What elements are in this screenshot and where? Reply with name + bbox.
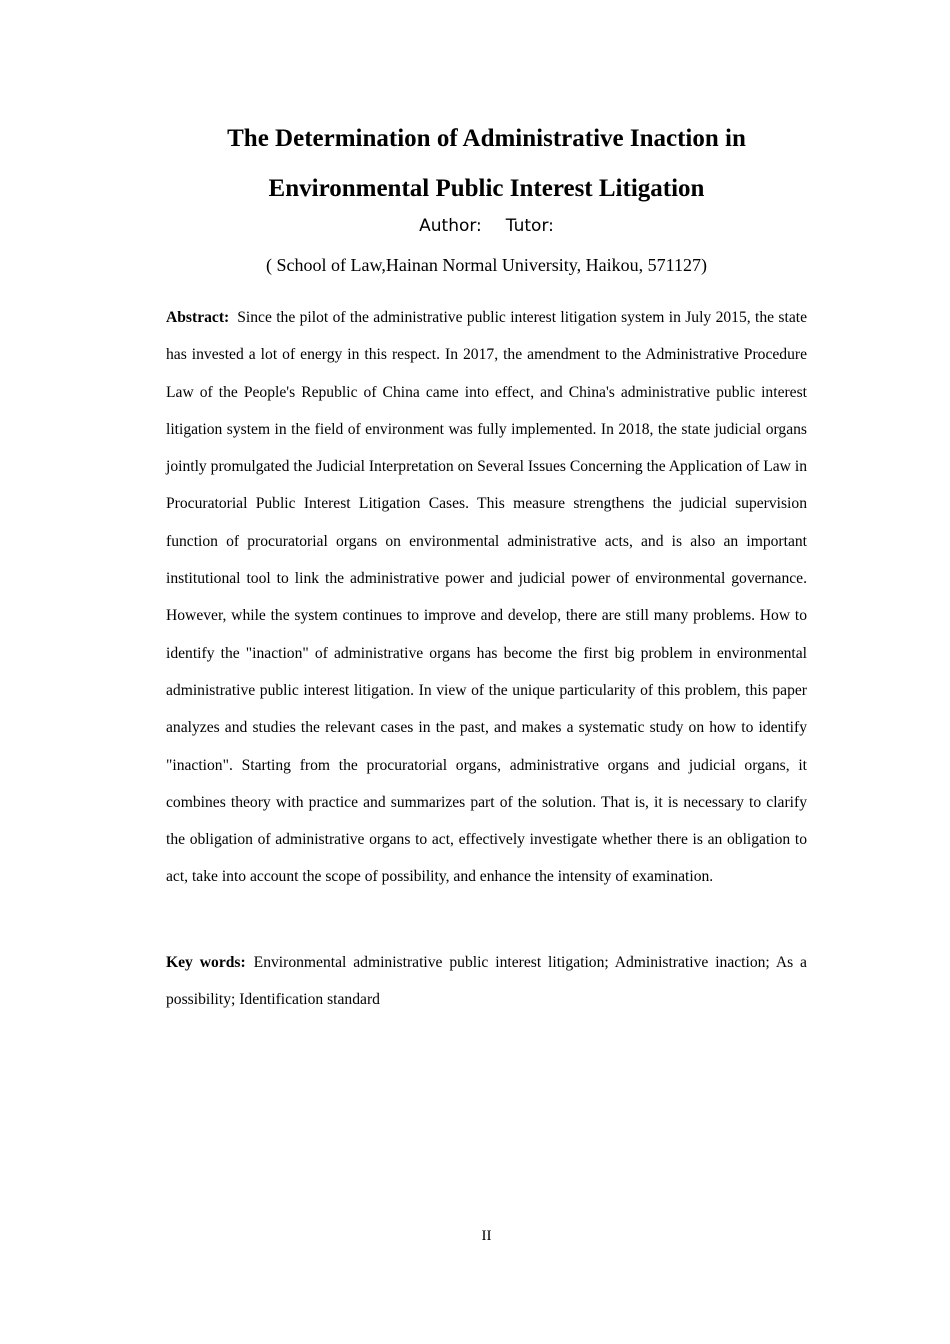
abstract-label: Abstract:: [166, 309, 230, 326]
keywords-paragraph: [166, 944, 807, 1019]
abstract-text: Since the pilot of the administrative public interest litigation system in July 2015, the state has invested a lot of energy in this respect. In 2017, the amendment to the Administrative Procedure Law of the People's Republic of China came into effect, and China's administrative public interest litigation system in the field of environment was fully implemented. In 2018, the state judicial organs jointly promulgated the Judicial Interpretation on Several Issues Concerning the Application of Law in Procuratorial Public Interest Litigation Cases. This measure strengthens the judicial supervision function of procuratorial organs on environmental administrative acts, and is also an important institutional tool to link the administrative power and judicial power of environmental governance. However, while the system continues to improve and develop, there are still many problems. How to identify the "inaction" of administrative organs has become the first big problem in environmental administrative public interest litigation. In view of the unique particularity of this problem, this paper analyzes and studies the relevant cases in the past, and makes a systematic study on how to identify "inaction". Starting from the procuratorial organs, administrative organs and judicial organs, it combines theory with practice and summarizes part of the solution. That is, it is necessary to clarify the obligation of administrative organs to act, effectively investigate whether there is an obligation to act, take into account the scope of possibility, and enhance the intensity of examination.: [166, 309, 807, 886]
author-label: Author:: [419, 216, 482, 236]
abstract-paragraph: [166, 299, 807, 896]
paper-title-line-2: Environmental Public Interest Litigation: [268, 175, 705, 202]
paper-title-line-1: The Determination of Administrative Inaction in: [227, 125, 746, 152]
keywords-label: Key words:: [166, 954, 246, 971]
author-line: [0, 215, 950, 237]
tutor-label: Tutor:: [505, 216, 554, 236]
affiliation: ( School of Law,Hainan Normal University, Haikou, 571127): [266, 255, 707, 275]
page-number: II: [481, 1228, 492, 1244]
keywords-text: Environmental administrative public interest litigation; Administrative inaction; As a possibility; Identification standard: [166, 954, 807, 1009]
